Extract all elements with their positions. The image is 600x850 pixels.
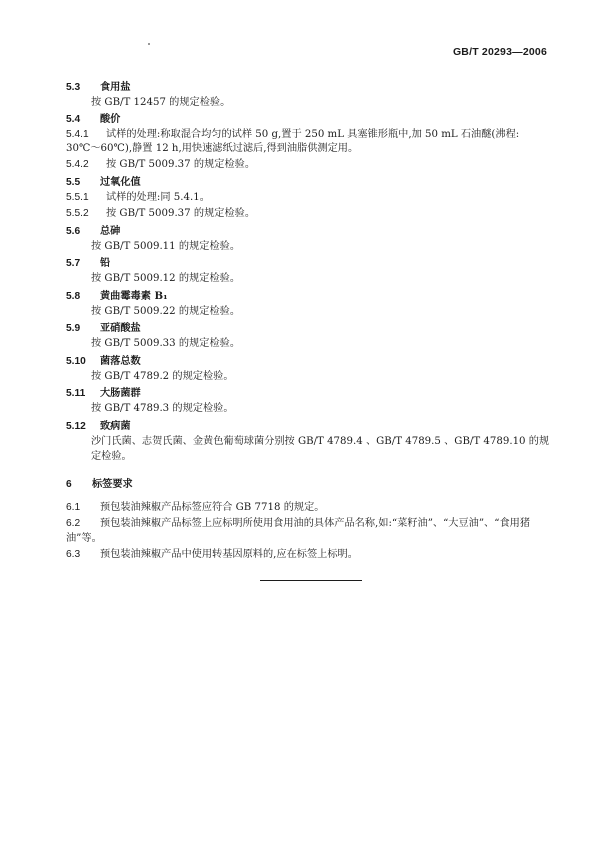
section-number: 5.4.2 (66, 159, 89, 170)
section-5-4-2 (66, 158, 556, 172)
section-number: 6.3 (66, 549, 81, 560)
section-6-heading (66, 477, 556, 492)
section-5-5-1 (66, 191, 556, 205)
section-number: 5.5.2 (66, 208, 89, 219)
section-5-7-text: 按 GB/T 5009.12 的规定检验。 (91, 273, 241, 284)
section-text: 试样的处理:同 5.4.1。 (106, 192, 210, 203)
section-5-4-heading (66, 112, 556, 127)
section-number: 6.1 (66, 502, 81, 513)
section-5-6-heading (66, 224, 556, 239)
section-title: 黄曲霉毒素 B₁ (100, 290, 168, 302)
document-code: GB/T 20293—2006 (452, 46, 547, 58)
section-title: 食用盐 (100, 81, 131, 93)
section-number: 5.9 (66, 323, 81, 334)
section-5-9-text: 按 GB/T 5009.33 的规定检验。 (91, 338, 241, 349)
section-5-5-2 (66, 207, 556, 221)
section-title: 致病菌 (100, 420, 131, 432)
section-number: 5.11 (66, 388, 86, 399)
section-5-8-heading (66, 289, 556, 304)
section-number: 5.8 (66, 291, 81, 302)
section-5-3-text: 按 GB/T 12457 的规定检验。 (91, 97, 231, 108)
scan-speck (148, 43, 150, 45)
section-6-2-line-1 (66, 517, 556, 531)
section-5-12-text-line-1: 沙门氏菌、志贺氏菌、金黄色葡萄球菌分别按 GB/T 4789.4 、GB/T 4789.5 、GB/T 4789.10 的规 (91, 436, 550, 447)
section-number: 5.7 (66, 258, 81, 269)
section-5-12-text-line-2: 定检验。 (91, 451, 132, 462)
section-title: 菌落总数 (100, 355, 141, 367)
section-5-9-heading (66, 321, 556, 336)
section-5-10-heading (66, 354, 556, 369)
section-title: 大肠菌群 (100, 387, 141, 399)
section-6-3 (66, 548, 556, 562)
section-title: 总砷 (100, 225, 121, 237)
section-title: 亚硝酸盐 (100, 322, 141, 334)
section-number: 6.2 (66, 518, 81, 529)
section-title: 标签要求 (92, 478, 133, 490)
section-5-5-heading (66, 175, 556, 190)
section-6-1 (66, 501, 556, 515)
section-title: 酸价 (100, 113, 121, 125)
section-text: 按 GB/T 5009.37 的规定检验。 (106, 159, 256, 170)
section-5-11-text: 按 GB/T 4789.3 的规定检验。 (91, 403, 234, 414)
section-number: 5.6 (66, 226, 81, 237)
section-number: 5.5 (66, 177, 81, 188)
section-5-4-1-line-2: 30℃～60℃),静置 12 h,用快速滤纸过滤后,得到油脂供测定用。 (66, 143, 359, 154)
section-5-3-heading (66, 80, 556, 95)
section-5-11-heading (66, 386, 556, 401)
section-number: 5.12 (66, 421, 86, 432)
section-5-4-1-line-1 (66, 128, 556, 142)
section-text: 预包装油辣椒产品中使用转基因原料的,应在标签上标明。 (100, 549, 358, 560)
section-5-10-text: 按 GB/T 4789.2 的规定检验。 (91, 371, 234, 382)
section-number: 5.3 (66, 82, 81, 93)
section-title: 铅 (100, 257, 111, 269)
section-number: 5.4.1 (66, 129, 89, 140)
section-6-2-line-2: 油”等。 (66, 533, 102, 544)
section-number: 5.10 (66, 356, 86, 367)
section-number: 5.5.1 (66, 192, 89, 203)
section-5-8-text: 按 GB/T 5009.22 的规定检验。 (91, 306, 241, 317)
section-5-6-text: 按 GB/T 5009.11 的规定检验。 (91, 241, 241, 252)
section-text: 按 GB/T 5009.37 的规定检验。 (106, 208, 256, 219)
section-text: 预包装油辣椒产品标签上应标明所使用食用油的具体产品名称,如:“菜籽油”、“大豆油”、“食用猪 (100, 518, 531, 529)
section-number: 6 (66, 479, 72, 490)
section-text: 预包装油辣椒产品标签应符合 GB 7718 的规定。 (100, 502, 325, 513)
section-5-12-heading (66, 419, 556, 434)
section-title: 过氧化值 (100, 176, 141, 188)
section-number: 5.4 (66, 114, 81, 125)
section-text: 试样的处理:称取混合均匀的试样 50 g,置于 250 mL 具塞锥形瓶中,加 50 mL 石油醚(沸程: (106, 129, 520, 140)
end-of-document-rule (260, 580, 362, 581)
section-5-7-heading (66, 256, 556, 271)
